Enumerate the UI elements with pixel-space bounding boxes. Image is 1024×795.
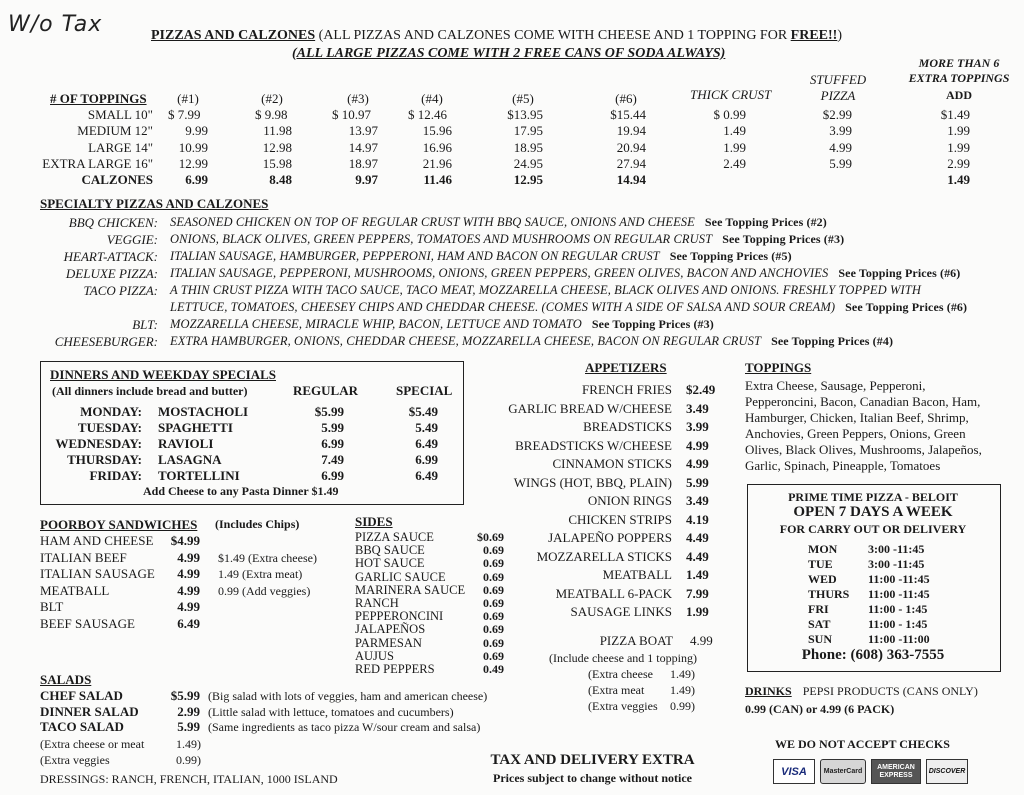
pizza-boat-price: 4.99 xyxy=(690,633,713,648)
salad-extra-price: 0.99) xyxy=(176,752,201,767)
salad-name: TACO SALAD xyxy=(40,719,124,734)
specialty-price-ref: See Topping Prices (#2) xyxy=(704,215,827,229)
appetizer-price: 3.49 xyxy=(686,400,709,416)
salad-name: CHEF SALAD xyxy=(40,688,123,703)
pizza-header-note: (ALL PIZZAS AND CALZONES COME WITH CHEESE AND 1 TOPPING FOR xyxy=(318,28,791,43)
side-name: RED PEPPERS xyxy=(355,662,435,676)
size-label: LARGE 14" xyxy=(88,140,153,155)
side-price: 0.69 xyxy=(483,596,504,610)
specialty-desc-text: SEASONED CHICKEN ON TOP OF REGULAR CRUST WITH BBQ SAUCE, ONIONS AND CHEESE xyxy=(170,215,695,229)
side-name: PIZZA SAUCE xyxy=(355,530,434,544)
specialty-name: HEART-ATTACK: xyxy=(63,249,158,264)
side-price: 0.69 xyxy=(483,622,504,637)
specialty-price-ref: See Topping Prices (#3) xyxy=(722,232,845,246)
price-col-header: (#2) xyxy=(261,91,283,106)
sandwich-name: ITALIAN SAUSAGE xyxy=(40,566,155,581)
specialty-name: DELUXE PIZZA: xyxy=(65,266,158,281)
side-price: 0.69 xyxy=(483,543,504,558)
dinner-dish: MOSTACHOLI xyxy=(158,404,249,419)
stuffed-price: 3.99 xyxy=(829,123,852,138)
sides-title: SIDES xyxy=(355,514,393,529)
pizza-header-title: PIZZAS AND CALZONES xyxy=(151,28,316,43)
appetizer-name: MEATBALL xyxy=(602,567,672,582)
dinner-dish: RAVIOLI xyxy=(158,436,214,451)
specialty-name: BLT: xyxy=(132,317,158,332)
dinner-regular-price: $5.99 xyxy=(314,404,344,419)
poorboy-note: (Includes Chips) xyxy=(215,517,300,531)
more-toppings-line2: EXTRA TOPPINGS xyxy=(908,71,1010,85)
drinks-label: DRINKS xyxy=(745,684,792,698)
price-col-header: (#5) xyxy=(512,91,534,106)
appetizer-name: CHICKEN STRIPS xyxy=(568,511,672,527)
salad-extra-name: (Extra cheese or meat xyxy=(40,737,145,751)
hours-time: 11:00 - 1:45 xyxy=(868,617,928,631)
sandwich-extra: 1.49 (Extra meat) xyxy=(218,567,303,581)
side-name: RANCH xyxy=(355,596,399,610)
specialty-desc-text: ITALIAN SAUSAGE, HAMBURGER, PEPPERONI, HAM AND BACON ON REGULAR CRUST xyxy=(170,249,660,263)
sandwich-name: MEATBALL xyxy=(40,582,110,598)
phone-number[interactable]: Phone: (608) 363-7555 xyxy=(801,647,945,663)
sandwich-name: ITALIAN BEEF xyxy=(40,549,127,565)
appetizer-name: MOZZARELLA STICKS xyxy=(536,548,672,564)
side-name: JALAPEÑOS xyxy=(355,622,426,637)
tax-delivery: TAX AND DELIVERY EXTRA xyxy=(490,752,695,768)
specialty-name: CHEESEBURGER: xyxy=(54,334,158,349)
pizza-header-free: FREE!! xyxy=(790,28,838,43)
sandwich-price: 4.99 xyxy=(177,566,200,581)
price-cell: $15.44 xyxy=(610,107,646,122)
appetizer-price: 5.99 xyxy=(686,474,709,490)
price-col-header: (#1) xyxy=(177,91,199,106)
price-cell: 9.97 xyxy=(355,172,378,187)
price-col-header: (#6) xyxy=(615,91,637,106)
pizza-header-end: ) xyxy=(837,28,843,43)
drinks-line xyxy=(745,684,978,699)
sandwich-extra: 0.99 (Add veggies) xyxy=(218,583,311,598)
specialty-price-ref: See Topping Prices (#3) xyxy=(591,317,714,331)
dinner-day: THURSDAY: xyxy=(67,452,142,467)
specialty-item xyxy=(0,215,1024,231)
price-cell: 11.98 xyxy=(263,123,292,138)
salad-name: DINNER SALAD xyxy=(40,703,139,719)
specialty-desc-text: ONIONS, BLACK OLIVES, GREEN PEPPERS, TOMATOES AND MUSHROOMS ON REGULAR CRUST xyxy=(170,232,713,246)
topping-line: Garlic, Spinach, Pineapple, Tomatoes xyxy=(745,458,941,473)
price-col-header: (#3) xyxy=(347,91,369,106)
salad-extra-name: (Extra veggies xyxy=(40,752,110,767)
specialty-desc xyxy=(170,283,921,298)
mastercard-icon: MasterCard xyxy=(820,759,866,784)
hours-day: SAT xyxy=(808,617,831,631)
side-name: PARMESAN xyxy=(355,635,422,650)
price-cell: 19.94 xyxy=(616,123,646,138)
dinner-dish: LASAGNA xyxy=(158,452,222,467)
specialty-desc-text: ITALIAN SAUSAGE, PEPPERONI, MUSHROOMS, ONIONS, GREEN PEPPERS, GREEN OLIVES, BACON AND ANCHOVIES xyxy=(170,266,829,280)
no-checks: WE DO NOT ACCEPT CHECKS xyxy=(775,737,950,751)
specialty-item xyxy=(0,283,1024,299)
price-cell: 12.99 xyxy=(178,156,208,171)
store-name: PRIME TIME PIZZA - BELOIT xyxy=(788,490,958,504)
topping-line: Hamburger, Chicken, Italian Beef, Shrimp, xyxy=(745,410,969,425)
topping-line: Pepperoncini, Bacon, Canadian Bacon, Ham, xyxy=(745,394,981,409)
price-cell: $ 9.98 xyxy=(255,107,288,122)
sandwich-extra: $1.49 (Extra cheese) xyxy=(218,550,317,565)
side-price: 0.49 xyxy=(483,662,504,676)
side-name: AUJUS xyxy=(355,648,394,663)
specialty-desc xyxy=(170,232,844,247)
boat-extra-price: 1.49) xyxy=(670,683,695,697)
price-cell: 15.98 xyxy=(262,156,292,171)
price-cell: 16.96 xyxy=(422,140,452,155)
specialty-name: TACO PIZZA: xyxy=(83,283,158,298)
thick-crust-price: 1.49 xyxy=(723,123,746,138)
specialty-item xyxy=(0,300,1024,316)
thick-crust-price: 2.49 xyxy=(723,156,746,171)
sandwich-name: BLT xyxy=(40,599,64,614)
appetizer-price: 4.49 xyxy=(686,530,709,545)
price-cell: 14.94 xyxy=(616,172,646,187)
salad-desc: (Little salad with lettuce, tomatoes and cucumbers) xyxy=(208,704,454,719)
price-cell: 20.94 xyxy=(616,140,646,155)
pizza-boat-note: (Include cheese and 1 topping) xyxy=(549,651,697,665)
hours-day: SUN xyxy=(808,632,833,646)
prices-notice: Prices subject to change without notice xyxy=(493,771,692,785)
specialty-item xyxy=(0,249,1024,265)
specialty-price-ref: See Topping Prices (#6) xyxy=(845,300,968,314)
dinner-day: TUESDAY: xyxy=(77,420,142,435)
extra-topping-price: 1.99 xyxy=(947,123,970,138)
appetizer-price: 4.19 xyxy=(686,511,709,527)
side-price: 0.69 xyxy=(483,556,504,571)
drinks-desc: PEPSI PRODUCTS (CANS ONLY) xyxy=(802,684,978,698)
boat-extra-price: 0.99) xyxy=(670,699,695,713)
dinner-dish: SPAGHETTI xyxy=(158,420,233,435)
appetizer-price: 1.99 xyxy=(686,604,709,619)
side-name: BBQ SAUCE xyxy=(355,543,425,558)
sandwich-price: $4.99 xyxy=(170,533,200,548)
specialty-desc-text: A THIN CRUST PIZZA WITH TACO SAUCE, TACO MEAT, MOZZARELLA CHEESE, BLACK OLIVES AND ONIONS. FRESHLY TOPPED WITH xyxy=(170,283,921,297)
side-name: HOT SAUCE xyxy=(355,556,425,571)
hours-day: TUE xyxy=(808,557,833,571)
dinner-day: FRIDAY: xyxy=(89,468,142,483)
sandwich-price: 4.99 xyxy=(177,599,200,614)
specialty-item xyxy=(0,317,1024,333)
pizza-boat-name: PIZZA BOAT xyxy=(599,633,673,648)
price-cell: 10.99 xyxy=(178,140,208,155)
appetizer-price: 4.99 xyxy=(686,456,709,471)
salads-title: SALADS xyxy=(40,672,92,687)
dinners-title: DINNERS AND WEEKDAY SPECIALS xyxy=(50,367,276,382)
price-cell: 8.48 xyxy=(269,172,292,187)
dinner-day: WEDNESDAY: xyxy=(55,436,142,451)
specialty-price-ref: See Topping Prices (#5) xyxy=(669,249,792,263)
thick-crust-header: THICK CRUST xyxy=(690,87,772,102)
price-cell: 27.94 xyxy=(616,156,646,171)
appetizer-name: BREADSTICKS W/CHEESE xyxy=(515,437,672,453)
sandwich-price: 6.49 xyxy=(177,615,200,631)
hours-time: 3:00 -11:45 xyxy=(868,542,925,556)
side-price: 0.69 xyxy=(483,635,504,650)
sandwich-name: HAM AND CHEESE xyxy=(40,533,154,548)
specialty-desc-text: MOZZARELLA CHEESE, MIRACLE WHIP, BACON, LETTUCE AND TOMATO xyxy=(170,317,582,331)
price-cell: $13.95 xyxy=(507,107,543,122)
specialty-desc xyxy=(170,300,967,315)
dinners-footer: Add Cheese to any Pasta Dinner $1.49 xyxy=(143,484,339,498)
appetizer-price: 4.99 xyxy=(686,437,709,453)
dinner-special-price: 6.99 xyxy=(415,452,438,467)
size-label: MEDIUM 12" xyxy=(77,123,153,138)
appetizer-name: CINNAMON STICKS xyxy=(552,456,672,471)
price-cell: 14.97 xyxy=(348,140,378,155)
price-cell: $ 10.97 xyxy=(332,107,371,122)
sandwich-name: BEEF SAUSAGE xyxy=(40,615,135,631)
salad-desc: (Same ingredients as taco pizza W/sour cream and salsa) xyxy=(208,720,481,734)
pizza-header-line1 xyxy=(151,28,842,44)
price-cell: 12.98 xyxy=(262,140,292,155)
price-col-header: (#4) xyxy=(421,91,443,106)
price-cell: 15.96 xyxy=(422,123,452,138)
stuffed-header-2: PIZZA xyxy=(820,88,856,103)
price-cell: 17.95 xyxy=(513,123,543,138)
size-label: CALZONES xyxy=(81,172,153,187)
hours-time: 3:00 -11:45 xyxy=(868,557,925,571)
hours-day: MON xyxy=(808,542,838,556)
specialty-desc-text: LETTUCE, TOMATOES, CHEESEY CHIPS AND CHEDDAR CHEESE. (COMES WITH A SIDE OF SALSA AND SOUR CREAM) xyxy=(170,300,836,314)
appetizer-name: BREADSTICKS xyxy=(583,419,672,434)
appetizer-name: ONION RINGS xyxy=(587,493,672,508)
hours-time: 11:00 -11:00 xyxy=(868,632,930,646)
dinner-regular-price: 5.99 xyxy=(321,420,344,435)
stuffed-price: $2.99 xyxy=(822,107,852,122)
side-price: 0.69 xyxy=(483,648,504,663)
price-cell: 21.96 xyxy=(422,156,452,171)
amex-icon: AMERICAN EXPRESS xyxy=(871,759,921,784)
extra-topping-price: 2.99 xyxy=(947,156,970,171)
specialty-price-ref: See Topping Prices (#4) xyxy=(771,334,894,348)
visa-icon: VISA xyxy=(773,759,815,784)
dinner-dish: TORTELLINI xyxy=(158,468,240,483)
appetizer-price: 7.99 xyxy=(686,585,709,601)
price-cell: $ 12.46 xyxy=(408,107,447,122)
topping-line: Olives, Black Olives, Mushrooms, Jalapeños, xyxy=(745,442,982,457)
side-price: 0.69 xyxy=(483,609,504,624)
appetizer-name: MEATBALL 6-PACK xyxy=(555,585,672,601)
stuffed-header-1: STUFFED xyxy=(809,72,867,87)
salad-desc: (Big salad with lots of veggies, ham and american cheese) xyxy=(208,689,488,703)
specialty-list xyxy=(0,215,1024,355)
discover-icon: DISCOVER xyxy=(926,759,968,784)
more-toppings-line1: MORE THAN 6 xyxy=(918,56,1000,70)
specialty-title: SPECIALTY PIZZAS AND CALZONES xyxy=(40,196,269,211)
appetizer-name: GARLIC BREAD W/CHEESE xyxy=(508,400,672,416)
topping-line: Anchovies, Green Peppers, Onions, Green xyxy=(745,426,966,441)
toppings-count-header: # OF TOPPINGS xyxy=(50,91,147,106)
specialty-desc-text: EXTRA HAMBURGER, ONIONS, CHEDDAR CHEESE, MOZZARELLA CHEESE, BACON ON REGULAR CRUST xyxy=(170,334,762,348)
dinner-special-price: $5.49 xyxy=(408,404,438,419)
carry-delivery: FOR CARRY OUT OR DELIVERY xyxy=(779,522,967,536)
poorboy-title: POORBOY SANDWICHES xyxy=(40,517,198,532)
hours-time: 11:00 -11:45 xyxy=(868,587,930,601)
boat-extra-name: (Extra cheese xyxy=(588,667,653,681)
drinks-prices: 0.99 (CAN) or 4.99 (6 PACK) xyxy=(745,702,895,716)
hours-day: FRI xyxy=(808,602,829,616)
salad-price: 5.99 xyxy=(177,719,200,734)
hours-time: 11:00 -11:45 xyxy=(868,572,930,586)
hours-day: WED xyxy=(808,572,837,586)
open-days: OPEN 7 DAYS A WEEK xyxy=(793,504,953,520)
dinner-regular-price: 6.99 xyxy=(321,436,344,451)
thick-crust-price: 1.99 xyxy=(723,140,746,155)
appetizer-price: 4.49 xyxy=(686,548,709,564)
pizza-header-line2: (ALL LARGE PIZZAS COME WITH 2 FREE CANS OF SODA ALWAYS) xyxy=(292,46,726,61)
extra-topping-price: 1.49 xyxy=(947,172,970,187)
salad-extra-price: 1.49) xyxy=(176,737,201,751)
appetizer-name: JALAPEÑO POPPERS xyxy=(548,530,672,545)
extra-topping-price: 1.99 xyxy=(947,140,970,155)
boat-extra-price: 1.49) xyxy=(670,667,695,681)
price-cell: 18.95 xyxy=(513,140,543,155)
price-cell: 24.95 xyxy=(513,156,543,171)
price-cell: 13.97 xyxy=(348,123,378,138)
specialty-name: VEGGIE: xyxy=(106,232,158,247)
side-price: $0.69 xyxy=(477,530,504,544)
sandwich-price: 4.99 xyxy=(177,549,200,565)
appetizer-price: 3.99 xyxy=(686,419,709,434)
specialty-item xyxy=(0,334,1024,350)
toppings-title: TOPPINGS xyxy=(745,360,812,375)
stuffed-price: 5.99 xyxy=(829,156,852,171)
dinners-subtitle: (All dinners include bread and butter) xyxy=(52,384,248,398)
price-cell: 6.99 xyxy=(185,172,208,187)
specialty-desc xyxy=(170,249,792,264)
salad-price: 2.99 xyxy=(177,703,200,719)
side-name: GARLIC SAUCE xyxy=(355,569,446,584)
dinner-special-price: 6.49 xyxy=(415,436,438,451)
dinner-day: MONDAY: xyxy=(80,404,142,419)
dinner-special-price: 6.49 xyxy=(415,468,438,483)
boat-extra-name: (Extra meat xyxy=(588,683,645,697)
dinners-regular-header: REGULAR xyxy=(293,383,359,398)
size-label: SMALL 10" xyxy=(87,107,153,122)
appetizer-price: $2.49 xyxy=(686,382,716,397)
stuffed-price: 4.99 xyxy=(829,140,852,155)
dinner-special-price: 5.49 xyxy=(415,420,438,435)
specialty-item xyxy=(0,266,1024,282)
thick-crust-price: $ 0.99 xyxy=(713,107,746,122)
side-price: 0.69 xyxy=(483,582,504,597)
boat-extra-name: (Extra veggies xyxy=(588,699,658,713)
sandwich-price: 4.99 xyxy=(177,582,200,598)
specialty-desc xyxy=(170,266,960,281)
specialty-name: BBQ CHICKEN: xyxy=(68,215,158,230)
price-cell: $ 7.99 xyxy=(168,107,201,122)
more-toppings-add: ADD xyxy=(946,88,972,102)
specialty-desc xyxy=(170,334,893,349)
price-cell: 18.97 xyxy=(348,156,378,171)
specialty-item xyxy=(0,232,1024,248)
price-cell: 11.46 xyxy=(423,172,452,187)
dinners-special-header: SPECIAL xyxy=(396,383,453,398)
appetizer-name: WINGS (HOT, BBQ, PLAIN) xyxy=(513,474,672,490)
size-label: EXTRA LARGE 16" xyxy=(42,156,153,171)
specialty-desc xyxy=(170,215,827,230)
appetizer-price: 3.49 xyxy=(686,493,709,508)
specialty-price-ref: See Topping Prices (#6) xyxy=(838,266,961,280)
handwritten-note: W/o Tax xyxy=(8,12,103,37)
hours-time: 11:00 - 1:45 xyxy=(868,602,928,616)
specialty-desc xyxy=(170,317,714,332)
appetizer-name: FRENCH FRIES xyxy=(582,382,672,397)
price-cell: 9.99 xyxy=(185,123,208,138)
hours-day: THURS xyxy=(808,587,850,601)
dressings: DRESSINGS: RANCH, FRENCH, ITALIAN, 1000 ISLAND xyxy=(40,772,338,786)
appetizers-title: APPETIZERS xyxy=(585,360,667,375)
dinner-regular-price: 7.49 xyxy=(321,452,344,467)
side-name: MARINERA SAUCE xyxy=(355,582,466,597)
price-cell: 12.95 xyxy=(513,172,543,187)
dinner-regular-price: 6.99 xyxy=(321,468,344,483)
salad-price: $5.99 xyxy=(170,688,200,703)
extra-topping-price: $1.49 xyxy=(940,107,970,122)
appetizer-name: SAUSAGE LINKS xyxy=(570,604,672,619)
side-name: PEPPERONCINI xyxy=(355,609,444,624)
topping-line: Extra Cheese, Sausage, Pepperoni, xyxy=(745,378,926,393)
side-price: 0.69 xyxy=(483,569,504,584)
appetizer-price: 1.49 xyxy=(686,567,709,582)
